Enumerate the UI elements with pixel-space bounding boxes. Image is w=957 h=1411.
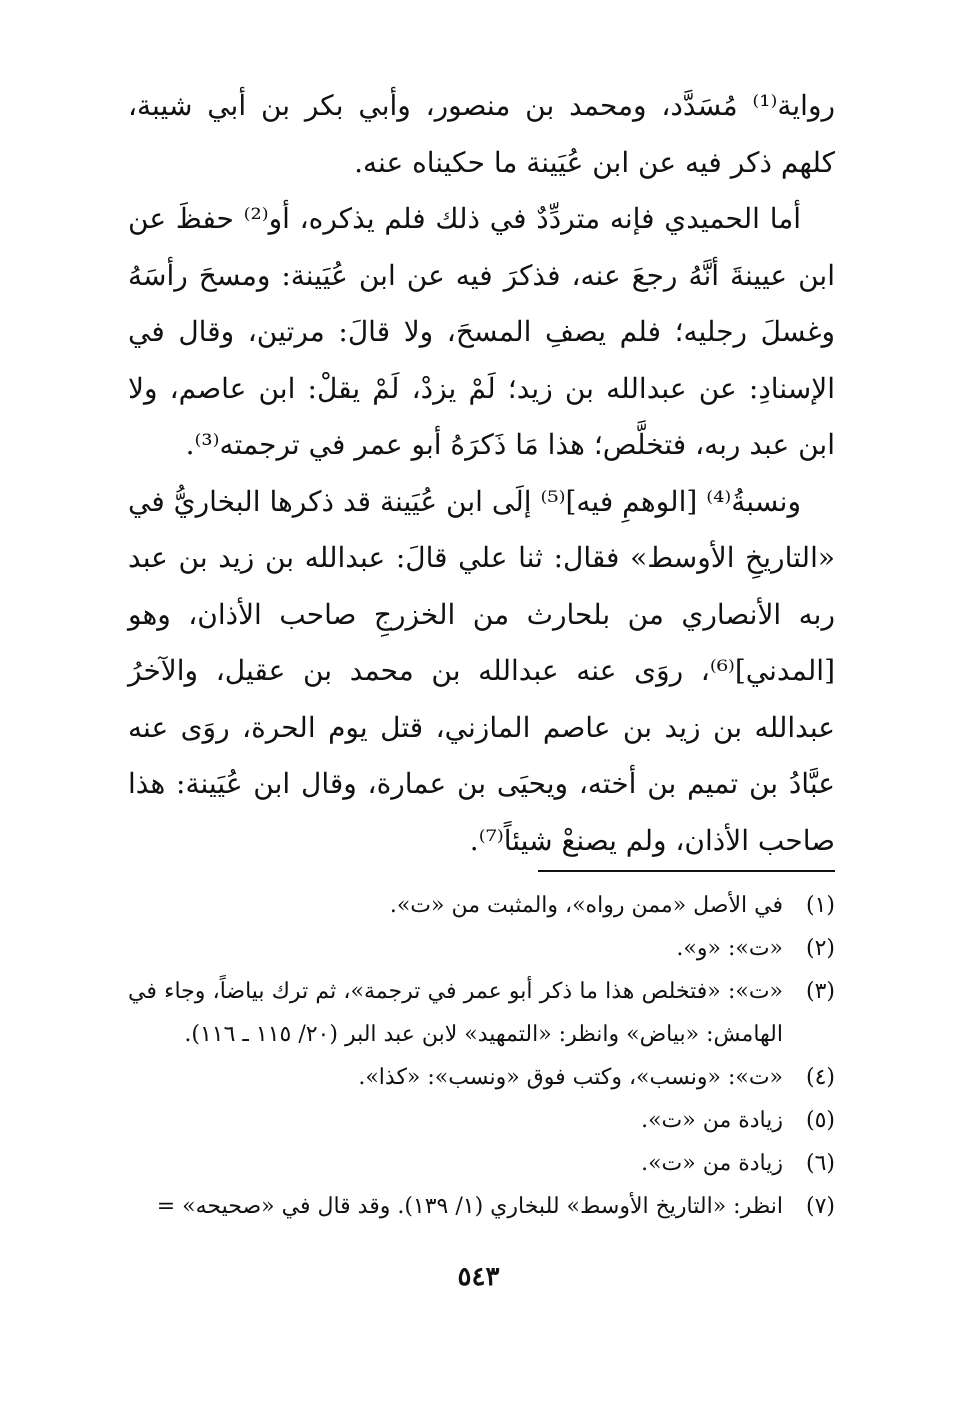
footnote-text: زيادة من «ت». (641, 1108, 783, 1133)
footnote-text: «ت»: «و». (676, 936, 783, 961)
footnotes (128, 884, 835, 1228)
footnote-item (128, 970, 835, 1056)
footnote-separator (538, 870, 835, 872)
paragraph: أما الحميدي فإنه متردِّدٌ في ذلك فلم يذكره، أو⁽²⁾ حفظَ عن ابن عيينةَ أنَّهُ رجعَ عنه، فذكرَ فيه عن ابن عُيَينة: ومسحَ رأسَهُ وغسلَ رجليه؛ فلم يصفِ المسحَ، ولا قالَ: مرتين، وقال في الإسنادِ: عن عبدالله بن زيد؛ لَمْ يزدْ، لَمْ يقلْ: ابن عاصم، ولا ابن عبد ربه، فتخلَّص؛ هذا مَا ذَكرَهُ أبو عمر في ترجمته⁽³⁾. (128, 202, 835, 461)
footnote-text: في الأصل «ممن رواه»، والمثبت من «ت». (389, 893, 783, 918)
paragraph: رواية⁽¹⁾ مُسَدَّد، ومحمد بن منصور، وأبي بكر بن أبي شيبة، كلهم ذكر فيه عن ابن عُيَينة ما حكيناه عنه. (128, 89, 835, 179)
footnote-number: (١) (805, 893, 835, 918)
footnote-text: انظر: «التاريخ الأوسط» للبخاري (١/ ١٣٩). وقد قال في «صحيحه» = (156, 1194, 783, 1219)
footnote-item (128, 1142, 835, 1185)
footnote-number: (٦) (805, 1151, 835, 1176)
footnote-number: (٤) (805, 1065, 835, 1090)
footnote-item (128, 1185, 835, 1228)
footnote-item (128, 1056, 835, 1099)
footnote-text: «ت»: «ونسب»، وكتب فوق «ونسب»: «كذا». (358, 1065, 783, 1090)
main-text (128, 78, 835, 869)
footnote-item (128, 927, 835, 970)
footnote-number: (٣) (805, 979, 835, 1004)
page-number: ٥٤٣ (457, 1262, 500, 1292)
footnote-text: «ت»: «فتخلص هذا ما ذكر أبو عمر في ترجمة»، ثم ترك بياضاً، وجاء في الهامش: «بياض» وانظر: «التمهيد» لابن عبد البر (٢٠/ ١١٥ ـ ١١٦). (128, 979, 783, 1047)
footnote-item (128, 1099, 835, 1142)
footnote-number: (٥) (805, 1108, 835, 1133)
paragraph: ونسبةُ⁽⁴⁾ [الوهمِ فيه]⁽⁵⁾ إلَى ابن عُيَينة قد ذكرها البخاريُّ في «التاريخِ الأوسط» فقال: ثنا علي قالَ: عبدالله بن زيد بن عبد ربه الأنصاري من بلحارث من الخزرجِ صاحب الأذان، وهو [المدني]⁽⁶⁾، روَى عنه عبدالله بن محمد بن عقيل، والآخرُ عبدالله بن زيد بن عاصم المازني، قتل يوم الحرة، روَى عنه عبَّادُ بن تميم بن أخته، ويحيَى بن عمارة، وقال ابن عُيَينة: هذا صاحب الأذان، ولم يصنعْ شيئاً⁽⁷⁾. (128, 484, 835, 857)
footnote-text: زيادة من «ت». (641, 1151, 783, 1176)
footnote-item (128, 884, 835, 927)
footnote-number: (٧) (805, 1194, 835, 1219)
footnote-number: (٢) (805, 936, 835, 961)
